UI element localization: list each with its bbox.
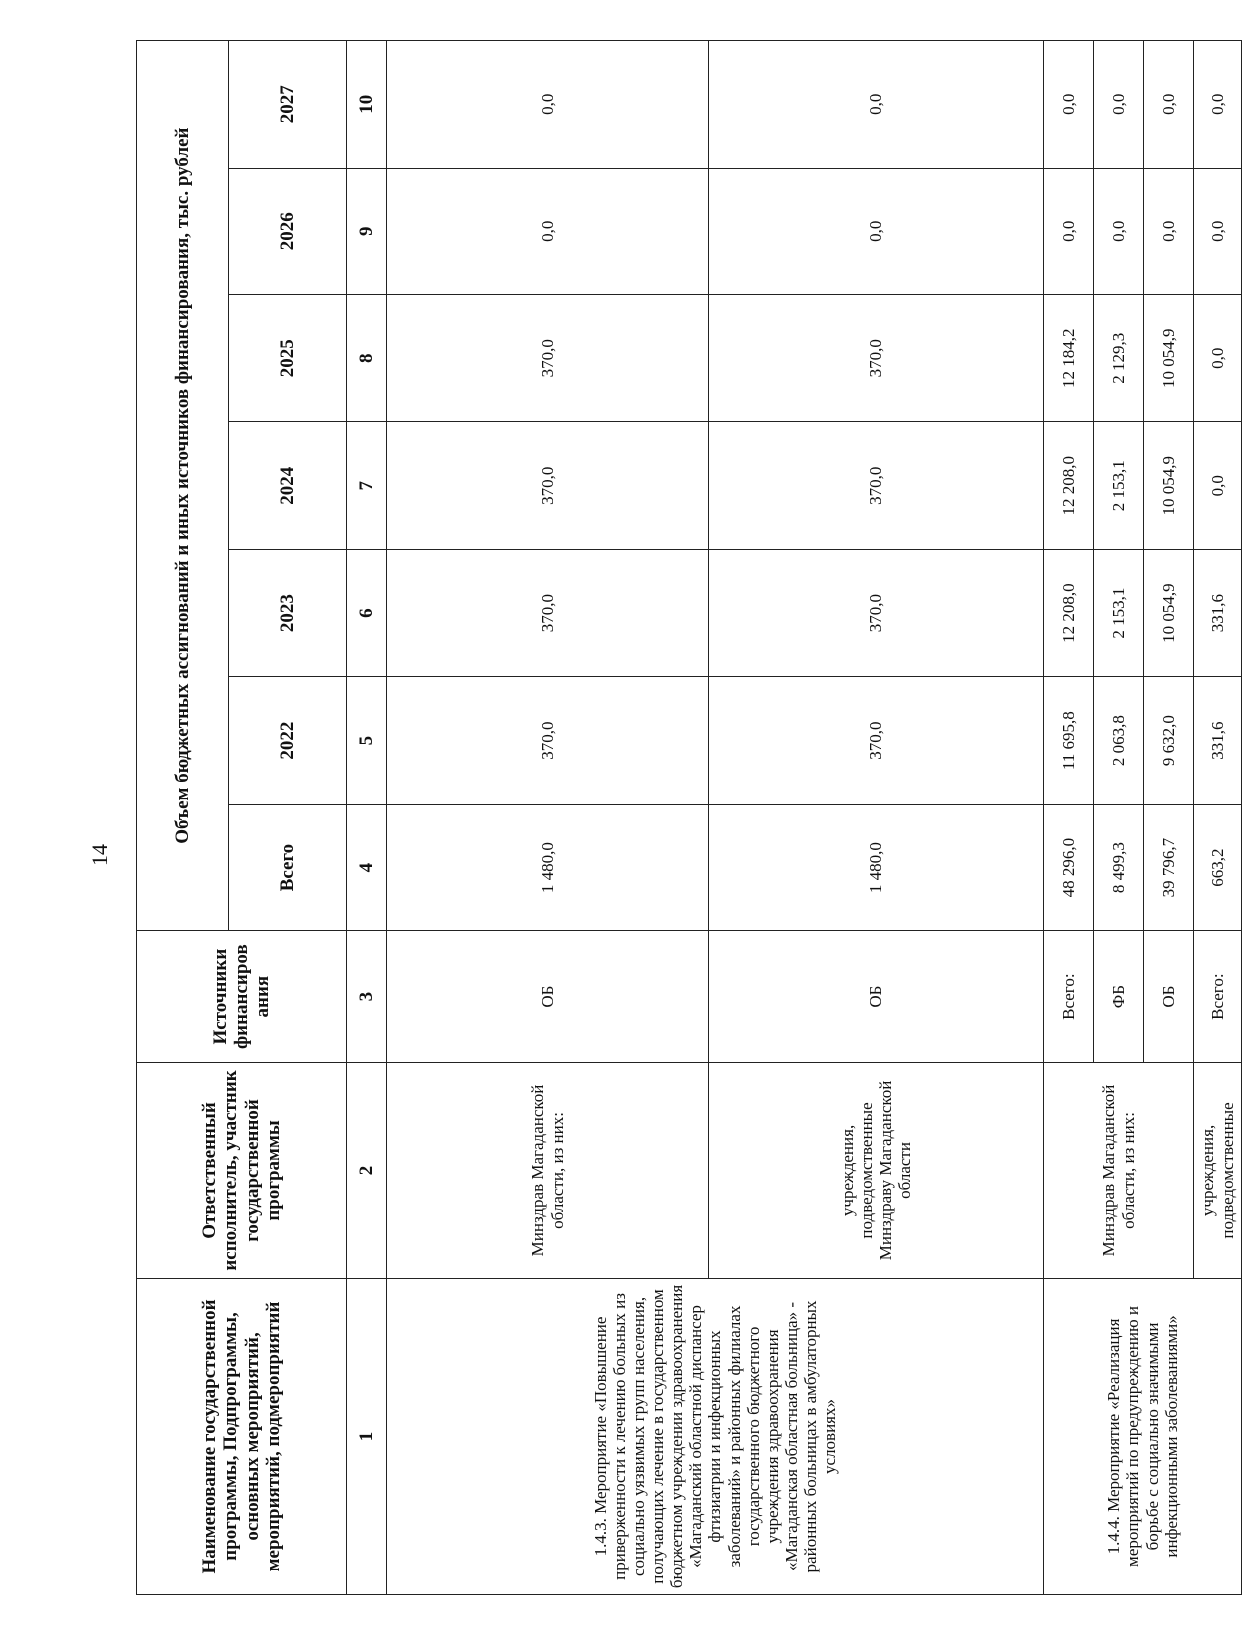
column-number: 10 xyxy=(347,41,387,169)
value-cell: 10 054,9 xyxy=(1144,549,1194,676)
value-cell: 0,0 xyxy=(1144,168,1194,294)
funding-table xyxy=(136,40,1242,1595)
value-cell: 2 153,1 xyxy=(1094,549,1144,676)
value-cell: 10 054,9 xyxy=(1144,422,1194,549)
value-cell: 48 296,0 xyxy=(1044,804,1094,930)
measure-name: 1.4.4. Мероприятие «Реализация мероприятий по предупреждению и борьбе с социально значимыми инфекционными заболеваниями» xyxy=(1044,1278,1242,1594)
value-cell: 39 796,7 xyxy=(1144,804,1194,930)
value-cell: 1 480,0 xyxy=(387,804,709,930)
value-cell: 0,0 xyxy=(1094,168,1144,294)
executor-cell: учреждения, подведомственные Минздраву Магаданской области xyxy=(709,1062,1044,1278)
value-cell: 331,6 xyxy=(1194,677,1242,804)
value-cell: 370,0 xyxy=(387,549,709,676)
value-cell: 370,0 xyxy=(709,677,1044,804)
value-cell: 0,0 xyxy=(1094,41,1144,169)
value-cell: 0,0 xyxy=(709,168,1044,294)
column-number: 5 xyxy=(347,677,387,804)
column-number: 8 xyxy=(347,294,387,421)
executor-cell: учреждения, подведомственные xyxy=(1194,1062,1242,1278)
column-number: 4 xyxy=(347,804,387,930)
value-cell: 2 063,8 xyxy=(1094,677,1144,804)
header-year: 2026 xyxy=(229,168,347,294)
column-number: 3 xyxy=(347,931,387,1063)
value-cell: 370,0 xyxy=(709,422,1044,549)
source-cell: ОБ xyxy=(1144,931,1194,1063)
value-cell: 10 054,9 xyxy=(1144,294,1194,421)
value-cell: 0,0 xyxy=(709,41,1044,169)
source-cell: ФБ xyxy=(1094,931,1144,1063)
value-cell: 0,0 xyxy=(387,41,709,169)
rotated-table-page xyxy=(136,40,1237,1595)
column-number: 2 xyxy=(347,1062,387,1278)
column-number: 7 xyxy=(347,422,387,549)
value-cell: 1 480,0 xyxy=(709,804,1044,930)
source-cell: Всего: xyxy=(1044,931,1094,1063)
value-cell: 0,0 xyxy=(1044,168,1094,294)
header-source: Источники финансиров ания xyxy=(137,931,347,1063)
header-year: Всего xyxy=(229,804,347,930)
column-number: 6 xyxy=(347,549,387,676)
header-funding-title: Объем бюджетных ассигнований и иных источников финансирования, тыс. рублей xyxy=(137,41,229,931)
value-cell: 9 632,0 xyxy=(1144,677,1194,804)
header-year: 2024 xyxy=(229,422,347,549)
value-cell: 0,0 xyxy=(1044,41,1094,169)
value-cell: 0,0 xyxy=(1194,422,1242,549)
value-cell: 0,0 xyxy=(1194,41,1242,169)
header-program-name: Наименование государственной программы, Подпрограммы, основных мероприятий, мероприятий, подмероприятий xyxy=(137,1278,347,1594)
table-row xyxy=(1044,41,1094,1595)
value-cell: 12 208,0 xyxy=(1044,549,1094,676)
page-number: 14 xyxy=(87,844,112,866)
value-cell: 8 499,3 xyxy=(1094,804,1144,930)
source-cell: Всего: xyxy=(1194,931,1242,1063)
source-cell: ОБ xyxy=(709,931,1044,1063)
executor-cell: Минздрав Магаданской области, из них: xyxy=(1044,1062,1194,1278)
value-cell: 370,0 xyxy=(709,294,1044,421)
header-year: 2025 xyxy=(229,294,347,421)
measure-name: 1.4.3. Мероприятие «Повышение приверженности к лечению больных из социально уязвимых групп населения, получающих лечение в государственном бюджетном учреждении здравоохранения «Магаданский областной диспансер фтизиатрии и инфекционных заболеваний» и районных филиалах государственного бюджетного учреждения здравоохранения «Магаданская областная больница» - районных больницах в амбулаторных условиях» xyxy=(387,1278,1044,1594)
value-cell: 12 184,2 xyxy=(1044,294,1094,421)
value-cell: 370,0 xyxy=(387,677,709,804)
table-row xyxy=(387,41,709,1595)
value-cell: 370,0 xyxy=(387,422,709,549)
header-year: 2022 xyxy=(229,677,347,804)
header-executor: Ответственный исполнитель, участник государственной программы xyxy=(137,1062,347,1278)
value-cell: 370,0 xyxy=(387,294,709,421)
header-year: 2027 xyxy=(229,41,347,169)
executor-cell: Минздрав Магаданской области, из них: xyxy=(387,1062,709,1278)
value-cell: 0,0 xyxy=(387,168,709,294)
column-number: 1 xyxy=(347,1278,387,1594)
column-number: 9 xyxy=(347,168,387,294)
value-cell: 11 695,8 xyxy=(1044,677,1094,804)
header-year: 2023 xyxy=(229,549,347,676)
value-cell: 2 153,1 xyxy=(1094,422,1144,549)
value-cell: 2 129,3 xyxy=(1094,294,1144,421)
value-cell: 0,0 xyxy=(1144,41,1194,169)
value-cell: 0,0 xyxy=(1194,168,1242,294)
source-cell: ОБ xyxy=(387,931,709,1063)
value-cell: 663,2 xyxy=(1194,804,1242,930)
value-cell: 331,6 xyxy=(1194,549,1242,676)
value-cell: 0,0 xyxy=(1194,294,1242,421)
value-cell: 12 208,0 xyxy=(1044,422,1094,549)
value-cell: 370,0 xyxy=(709,549,1044,676)
